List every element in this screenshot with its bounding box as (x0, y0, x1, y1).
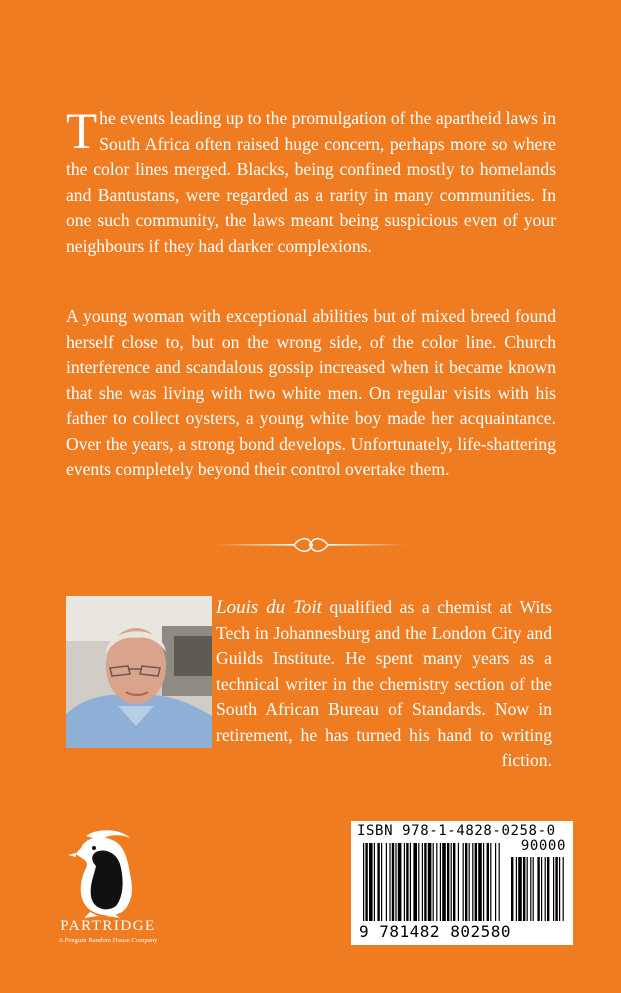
isbn-barcode (351, 821, 573, 945)
blurb-paragraph-1-text: he events leading up to the promulgation of the apartheid laws in South Africa often raised huge concern, perhaps more so where the color lines merged. Blacks, being confined mostly to homelands and Bantustans, were regarded as a rarity in many communities. In one such community, the laws meant being suspicious even of your neighbours if they had darker complexions. (66, 108, 556, 256)
ean-digits: 9 781482 802580 (359, 922, 511, 941)
blurb-paragraph-2: A young woman with exceptional abilities but of mixed breed found herself close to, but on the wrong side, of the color line. Church interference and scandalous gossip increased when it became known that she was living with two white men. On regular visits with his father to collect oysters, a young white boy made her acquaintance. Over the years, a strong bond develops. Unfortunately, life-shattering events completely beyond their control overtake them. (66, 306, 556, 479)
publisher-tagline: A Penguin Random House Company (58, 937, 158, 944)
drop-cap: T (66, 104, 98, 160)
author-name: Louis du Toit (216, 597, 322, 618)
author-bio-text: qualified as a chemist at Wits Tech in Johannesburg and the London City and Guilds Institute. He spent many years as a technical writer in the chemistry section of the South African Bureau of Standards. Now in retirement, he has turned his hand to writing fiction. (216, 597, 553, 770)
isbn-label: ISBN 978-1-4828-0258-0 (357, 823, 556, 839)
ornament-divider-icon (216, 533, 406, 557)
author-photo (66, 596, 212, 748)
author-bio (216, 595, 552, 774)
blurb-paragraph-1 (66, 106, 556, 259)
price-code: 90000 (520, 838, 566, 854)
publisher-name: PARTRIDGE (60, 918, 156, 934)
